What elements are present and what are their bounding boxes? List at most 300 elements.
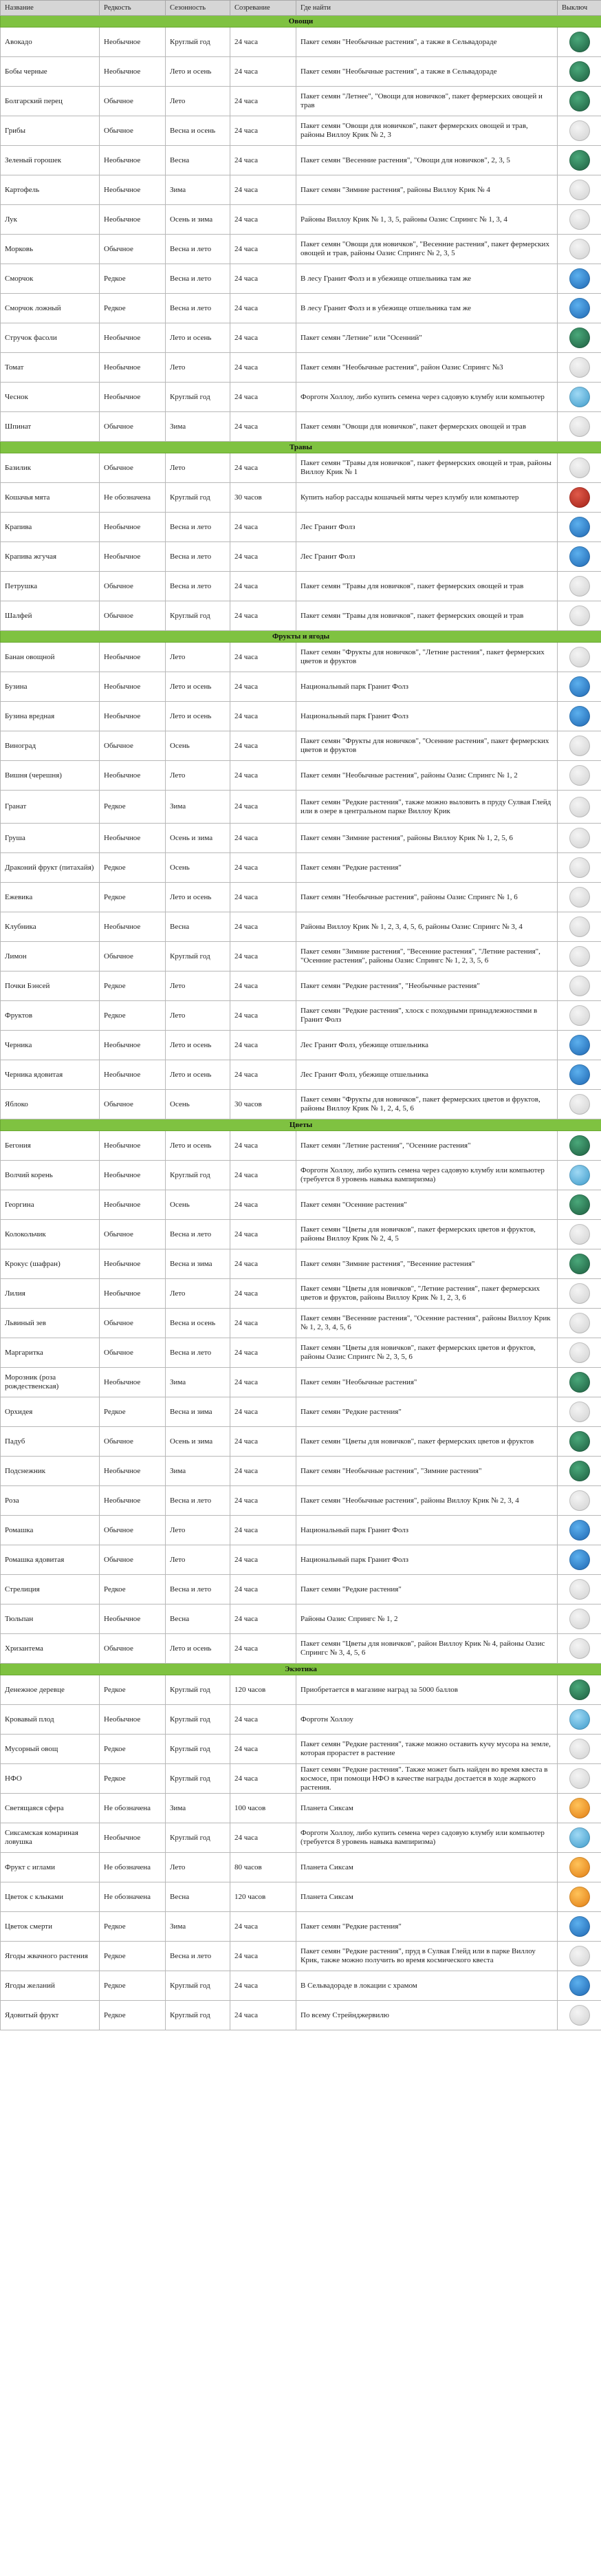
cell-rarity: Редкое: [100, 853, 166, 883]
pack-plain-icon: [569, 797, 590, 817]
table-row: [1, 453, 601, 483]
cell-rarity: Обычное: [100, 1220, 166, 1249]
cell-rarity: Необычное: [100, 1604, 166, 1634]
cell-pack: [558, 702, 601, 731]
section-header: [1, 1664, 601, 1675]
pack-blue-icon: [569, 706, 590, 727]
cell-season: Круглый год: [166, 1675, 230, 1705]
cell-pack: [558, 672, 601, 702]
cell-pack: [558, 294, 601, 323]
cell-season: Круглый год: [166, 601, 230, 631]
table-row: [1, 824, 601, 853]
cell-name: Маргаритка: [1, 1338, 100, 1368]
cell-season: Осень: [166, 731, 230, 761]
cell-location: Пакет семян "Необычные растения", районы Оазис Спрингс № 1, 2: [296, 761, 558, 791]
cell-growth: 24 часа: [230, 1823, 296, 1853]
pack-plain-icon: [569, 1094, 590, 1115]
cell-growth: 24 часа: [230, 146, 296, 175]
cell-pack: [558, 1545, 601, 1575]
cell-growth: 24 часа: [230, 883, 296, 912]
cell-location: Пакет семян "Летнее", "Овощи для новичков", пакет фермерских овощей и трав: [296, 87, 558, 116]
cell-name: Крапива жгучая: [1, 542, 100, 572]
pack-blue-icon: [569, 268, 590, 289]
cell-season: Зима: [166, 1368, 230, 1397]
cell-season: Зима: [166, 175, 230, 205]
table-row: [1, 1794, 601, 1823]
cell-pack: [558, 1942, 601, 1971]
pack-green-icon: [569, 61, 590, 82]
cell-rarity: Необычное: [100, 1486, 166, 1516]
cell-name: Кровавый плод: [1, 1705, 100, 1735]
pack-blue-icon: [569, 676, 590, 697]
table-row: [1, 1368, 601, 1397]
cell-rarity: Необычное: [100, 1823, 166, 1853]
cell-location: Пакет семян "Фрукты для новичков", пакет фермерских цветов и фруктов, районы Виллоу Крик № 1, 2, 4, 5, 6: [296, 1090, 558, 1119]
cell-name: Черника: [1, 1031, 100, 1060]
cell-season: Лето и осень: [166, 672, 230, 702]
cell-name: Авокадо: [1, 28, 100, 57]
cell-name: Картофель: [1, 175, 100, 205]
cell-name: Падуб: [1, 1427, 100, 1457]
cell-name: Бузина: [1, 672, 100, 702]
cell-location: Пакет семян "Необычные растения", район Оазис Спрингс №3: [296, 353, 558, 383]
cell-pack: [558, 57, 601, 87]
table-row: [1, 235, 601, 264]
cell-pack: [558, 1735, 601, 1764]
cell-growth: 24 часа: [230, 1912, 296, 1942]
cell-name: Грибы: [1, 116, 100, 146]
cell-location: Форготн Холлоу: [296, 1705, 558, 1735]
cell-growth: 24 часа: [230, 572, 296, 601]
cell-season: Лето: [166, 1545, 230, 1575]
cell-season: Лето: [166, 353, 230, 383]
cell-season: Зима: [166, 1794, 230, 1823]
cell-pack: [558, 1794, 601, 1823]
cell-growth: 24 часа: [230, 1486, 296, 1516]
table-row: [1, 1545, 601, 1575]
cell-rarity: Обычное: [100, 1338, 166, 1368]
cell-pack: [558, 942, 601, 972]
cell-name: Чеснок: [1, 383, 100, 412]
cell-pack: [558, 1090, 601, 1119]
cell-rarity: Необычное: [100, 542, 166, 572]
pack-plain-icon: [569, 416, 590, 437]
pack-plain-icon: [569, 887, 590, 908]
pack-orange-icon: [569, 1887, 590, 1907]
cell-growth: 24 часа: [230, 912, 296, 942]
table-row: [1, 1220, 601, 1249]
table-row: [1, 1823, 601, 1853]
cell-location: Пакет семян "Овощи для новичков", пакет фермерских овощей и трав, районы Виллоу Крик № 2, 3: [296, 116, 558, 146]
table-row: [1, 1971, 601, 2001]
cell-location: Пакет семян "Редкие растения". Также может быть найден во время квеста в космосе, при помощи НФО в качестве награды достается в ходе жаркого растения.: [296, 1764, 558, 1794]
table-row: [1, 1090, 601, 1119]
pack-blue-icon: [569, 546, 590, 567]
cell-pack: [558, 383, 601, 412]
cell-pack: [558, 1397, 601, 1427]
cell-growth: 24 часа: [230, 205, 296, 235]
cell-season: Лето: [166, 1001, 230, 1031]
cell-pack: [558, 1338, 601, 1368]
cell-name: Крокус (шафран): [1, 1249, 100, 1279]
cell-season: Весна и лето: [166, 264, 230, 294]
cell-growth: 30 часов: [230, 1090, 296, 1119]
pack-plain-icon: [569, 1313, 590, 1333]
pack-green-icon: [569, 328, 590, 348]
header-location: Где найти: [296, 1, 558, 16]
cell-season: Лето и осень: [166, 702, 230, 731]
cell-growth: 24 часа: [230, 731, 296, 761]
cell-rarity: Обычное: [100, 116, 166, 146]
cell-rarity: Обычное: [100, 87, 166, 116]
cell-location: Лес Гранит Фолз, убежище отшельника: [296, 1031, 558, 1060]
header-growth: Созревание: [230, 1, 296, 16]
cell-rarity: Обычное: [100, 942, 166, 972]
pack-plain-icon: [569, 458, 590, 478]
cell-pack: [558, 1705, 601, 1735]
cell-rarity: Редкое: [100, 2001, 166, 2030]
table-row: [1, 912, 601, 942]
cell-location: В лесу Гранит Фолз и в убежище отшельника там же: [296, 264, 558, 294]
cell-name: Ягоды жвачного растения: [1, 1942, 100, 1971]
pack-plain-icon: [569, 1402, 590, 1422]
cell-rarity: Необычное: [100, 1457, 166, 1486]
cell-location: В лесу Гранит Фолз и в убежище отшельника там же: [296, 294, 558, 323]
pack-green-icon: [569, 1194, 590, 1215]
section-title: Травы: [1, 442, 601, 453]
cell-location: Приобретается в магазине наград за 5000 баллов: [296, 1675, 558, 1705]
cell-rarity: Необычное: [100, 205, 166, 235]
cell-name: Лук: [1, 205, 100, 235]
cell-season: Лето и осень: [166, 1634, 230, 1664]
cell-rarity: Необычное: [100, 28, 166, 57]
section-header: [1, 442, 601, 453]
cell-season: Круглый год: [166, 1971, 230, 2001]
pack-green-icon: [569, 1135, 590, 1156]
table-row: [1, 264, 601, 294]
cell-growth: 24 часа: [230, 87, 296, 116]
cell-season: Весна и осень: [166, 1309, 230, 1338]
cell-name: Шпинат: [1, 412, 100, 442]
cell-name: Светящаяся сфера: [1, 1794, 100, 1823]
pack-plain-icon: [569, 946, 590, 967]
cell-rarity: Необычное: [100, 702, 166, 731]
cell-growth: 24 часа: [230, 28, 296, 57]
cell-location: Пакет семян "Необычные растения", "Зимние растения": [296, 1457, 558, 1486]
cell-rarity: Необычное: [100, 383, 166, 412]
cell-rarity: Обычное: [100, 235, 166, 264]
cell-rarity: Обычное: [100, 1545, 166, 1575]
cell-growth: 100 часов: [230, 1794, 296, 1823]
cell-rarity: Необычное: [100, 1279, 166, 1309]
table-row: [1, 1486, 601, 1516]
cell-rarity: Обычное: [100, 1634, 166, 1664]
cell-location: Форготн Холлоу, либо купить семена через садовую клумбу или компьютер (требуется 8 уровень навыка вампиризма): [296, 1823, 558, 1853]
cell-pack: [558, 146, 601, 175]
cell-growth: 24 часа: [230, 1279, 296, 1309]
cell-rarity: Редкое: [100, 1735, 166, 1764]
cell-pack: [558, 1764, 601, 1794]
cell-rarity: Обычное: [100, 601, 166, 631]
cell-name: Зеленый горошек: [1, 146, 100, 175]
cell-season: Весна и зима: [166, 1249, 230, 1279]
cell-name: Кошачья мята: [1, 483, 100, 513]
pack-plain-icon: [569, 1609, 590, 1629]
cell-growth: 24 часа: [230, 643, 296, 672]
cell-pack: [558, 1279, 601, 1309]
cell-name: Яблоко: [1, 1090, 100, 1119]
cell-season: Осень и зима: [166, 824, 230, 853]
cell-season: Лето: [166, 1516, 230, 1545]
cell-location: Планета Сиксам: [296, 1794, 558, 1823]
cell-rarity: Редкое: [100, 294, 166, 323]
cell-rarity: Редкое: [100, 883, 166, 912]
cell-season: Осень: [166, 1190, 230, 1220]
cell-pack: [558, 1161, 601, 1190]
cell-rarity: Не обозначена: [100, 1853, 166, 1882]
table-row: [1, 972, 601, 1001]
cell-name: Черника ядовитая: [1, 1060, 100, 1090]
cell-pack: [558, 1031, 601, 1060]
cell-location: Пакет семян "Осенние растения": [296, 1190, 558, 1220]
table-row: [1, 601, 601, 631]
cell-pack: [558, 643, 601, 672]
cell-growth: 24 часа: [230, 542, 296, 572]
cell-location: Лес Гранит Фолз: [296, 513, 558, 542]
pack-blue-icon: [569, 1035, 590, 1055]
pack-teal-icon: [569, 1709, 590, 1730]
cell-pack: [558, 323, 601, 353]
cell-season: Весна: [166, 912, 230, 942]
cell-rarity: Обычное: [100, 1516, 166, 1545]
table-row: [1, 853, 601, 883]
cell-pack: [558, 353, 601, 383]
cell-growth: 24 часа: [230, 383, 296, 412]
cell-location: Пакет семян "Овощи для новичков", пакет фермерских овощей и трав: [296, 412, 558, 442]
cell-rarity: Необычное: [100, 1190, 166, 1220]
cell-name: Бобы черные: [1, 57, 100, 87]
cell-growth: 24 часа: [230, 1764, 296, 1794]
table-row: [1, 1309, 601, 1338]
cell-pack: [558, 28, 601, 57]
header-season: Сезонность: [166, 1, 230, 16]
cell-name: Стручок фасоли: [1, 323, 100, 353]
cell-rarity: Необычное: [100, 1368, 166, 1397]
table-row: [1, 513, 601, 542]
cell-location: Пакет семян "Редкие растения", пруд в Сулвая Глейд или в парке Виллоу Крик, также можно получить во время космического квеста: [296, 1942, 558, 1971]
table-row: [1, 1634, 601, 1664]
cell-growth: 24 часа: [230, 1309, 296, 1338]
cell-location: Районы Оазис Спрингс № 1, 2: [296, 1604, 558, 1634]
cell-location: Районы Виллоу Крик № 1, 2, 3, 4, 5, 6, районы Оазис Спрингс № 3, 4: [296, 912, 558, 942]
cell-rarity: Обычное: [100, 1309, 166, 1338]
cell-season: Круглый год: [166, 1705, 230, 1735]
cell-pack: [558, 1220, 601, 1249]
pack-plain-icon: [569, 2005, 590, 2026]
pack-plain-icon: [569, 828, 590, 848]
table-row: [1, 116, 601, 146]
cell-growth: 24 часа: [230, 702, 296, 731]
cell-season: Весна: [166, 1882, 230, 1912]
cell-name: Сморчок: [1, 264, 100, 294]
cell-location: Планета Сиксам: [296, 1853, 558, 1882]
pack-green-icon: [569, 1679, 590, 1700]
cell-pack: [558, 1457, 601, 1486]
cell-name: Фруктов: [1, 1001, 100, 1031]
cell-location: Пакет семян "Редкие растения", также можно оставить кучу мусора на земле, которая прорастет в растение: [296, 1735, 558, 1764]
cell-name: Фрукт с иглами: [1, 1853, 100, 1882]
table-row: [1, 1516, 601, 1545]
pack-plain-icon: [569, 765, 590, 786]
pack-plain-icon: [569, 1638, 590, 1659]
cell-name: Томат: [1, 353, 100, 383]
cell-growth: 24 часа: [230, 1001, 296, 1031]
cell-growth: 24 часа: [230, 1031, 296, 1060]
cell-pack: [558, 513, 601, 542]
cell-rarity: Необычное: [100, 672, 166, 702]
cell-pack: [558, 235, 601, 264]
header-rarity: Редкость: [100, 1, 166, 16]
cell-name: Волчий корень: [1, 1161, 100, 1190]
cell-season: Лето и осень: [166, 1131, 230, 1161]
pack-plain-icon: [569, 857, 590, 878]
pack-blue-icon: [569, 1064, 590, 1085]
section-title: Овощи: [1, 16, 601, 28]
table-row: [1, 1735, 601, 1764]
cell-pack: [558, 1853, 601, 1882]
cell-growth: 24 часа: [230, 1249, 296, 1279]
table-row: [1, 483, 601, 513]
cell-location: Пакет семян "Редкие растения": [296, 853, 558, 883]
pack-plain-icon: [569, 916, 590, 937]
cell-name: Шалфей: [1, 601, 100, 631]
table-row: [1, 883, 601, 912]
cell-pack: [558, 412, 601, 442]
cell-name: Лимон: [1, 942, 100, 972]
cell-growth: 24 часа: [230, 972, 296, 1001]
cell-season: Весна и лето: [166, 235, 230, 264]
cell-growth: 24 часа: [230, 1575, 296, 1604]
cell-season: Лето: [166, 761, 230, 791]
cell-growth: 24 часа: [230, 1161, 296, 1190]
cell-growth: 24 часа: [230, 601, 296, 631]
cell-rarity: Необычное: [100, 1060, 166, 1090]
cell-rarity: Необычное: [100, 323, 166, 353]
cell-name: Драконий фрукт (питахайя): [1, 853, 100, 883]
cell-rarity: Необычное: [100, 1705, 166, 1735]
pack-plain-icon: [569, 1739, 590, 1759]
cell-rarity: Редкое: [100, 1942, 166, 1971]
cell-name: Морковь: [1, 235, 100, 264]
cell-growth: 24 часа: [230, 323, 296, 353]
cell-pack: [558, 791, 601, 824]
cell-growth: 24 часа: [230, 1604, 296, 1634]
cell-season: Лето: [166, 1279, 230, 1309]
pack-orange-icon: [569, 1798, 590, 1818]
cell-rarity: Необычное: [100, 146, 166, 175]
cell-name: Крапива: [1, 513, 100, 542]
pack-plain-icon: [569, 1946, 590, 1966]
pack-red-icon: [569, 487, 590, 508]
cell-season: Осень: [166, 853, 230, 883]
cell-growth: 24 часа: [230, 824, 296, 853]
cell-season: Лето и осень: [166, 883, 230, 912]
table-row: [1, 572, 601, 601]
pack-plain-icon: [569, 1768, 590, 1789]
cell-growth: 24 часа: [230, 57, 296, 87]
cell-rarity: Необычное: [100, 643, 166, 672]
cell-season: Весна и лето: [166, 294, 230, 323]
cell-name: Банан овощной: [1, 643, 100, 672]
cell-location: Купить набор рассады кошачьей мяты через клумбу или компьютер: [296, 483, 558, 513]
table-row: [1, 28, 601, 57]
table-row: [1, 1942, 601, 1971]
cell-rarity: Не обозначена: [100, 483, 166, 513]
table-row: [1, 353, 601, 383]
cell-location: Лес Гранит Фолз, убежище отшельника: [296, 1060, 558, 1090]
cell-pack: [558, 1427, 601, 1457]
cell-rarity: Обычное: [100, 572, 166, 601]
table-row: [1, 2001, 601, 2030]
pack-plain-icon: [569, 239, 590, 259]
cell-rarity: Необычное: [100, 513, 166, 542]
table-row: [1, 643, 601, 672]
cell-location: Пакет семян "Зимние растения", районы Виллоу Крик № 1, 2, 5, 6: [296, 824, 558, 853]
pack-plain-icon: [569, 1490, 590, 1511]
cell-name: Денежное деревце: [1, 1675, 100, 1705]
header-name: Название: [1, 1, 100, 16]
pack-blue-icon: [569, 517, 590, 537]
table-row: [1, 542, 601, 572]
cell-location: Форготн Холлоу, либо купить семена через садовую клумбу или компьютер (требуется 8 уровень навыка вампиризма): [296, 1161, 558, 1190]
pack-plain-icon: [569, 1005, 590, 1026]
cell-pack: [558, 264, 601, 294]
cell-pack: [558, 1368, 601, 1397]
table-row: [1, 1853, 601, 1882]
cell-season: Весна и лето: [166, 1575, 230, 1604]
cell-location: Пакет семян "Редкие растения", также можно выловить в пруду Сулвая Глейд или в озере в центральном парке Виллоу Крик: [296, 791, 558, 824]
cell-growth: 24 часа: [230, 1397, 296, 1427]
pack-plain-icon: [569, 357, 590, 378]
cell-season: Весна и лето: [166, 1338, 230, 1368]
pack-plain-icon: [569, 180, 590, 200]
cell-location: Планета Сиксам: [296, 1882, 558, 1912]
cell-location: Пакет семян "Овощи для новичков", "Весенние растения", пакет фермерских овощей и трав, районы Оазис Спрингс № 2, 3, 5: [296, 235, 558, 264]
cell-growth: 24 часа: [230, 264, 296, 294]
cell-location: В Сельвадораде в локации с храмом: [296, 1971, 558, 2001]
table-row: [1, 205, 601, 235]
cell-season: Лето: [166, 972, 230, 1001]
cell-location: Пакет семян "Травы для новичков", пакет фермерских овощей и трав, районы Виллоу Крик № 1: [296, 453, 558, 483]
cell-season: Круглый год: [166, 942, 230, 972]
cell-rarity: Необычное: [100, 912, 166, 942]
cell-location: Пакет семян "Зимние растения", "Весенние растения", "Летние растения", "Осенние растения", районы Оазис Спрингс № 1, 2, 3, 5, 6: [296, 942, 558, 972]
section-header: [1, 1119, 601, 1131]
cell-name: Сморчок ложный: [1, 294, 100, 323]
table-row: [1, 1604, 601, 1634]
cell-season: Лето: [166, 87, 230, 116]
cell-growth: 24 часа: [230, 1457, 296, 1486]
cell-location: Районы Виллоу Крик № 1, 3, 5, районы Оазис Спрингс № 1, 3, 4: [296, 205, 558, 235]
plants-table-body: [1, 16, 601, 2030]
cell-season: Круглый год: [166, 1735, 230, 1764]
section-title: Фрукты и ягоды: [1, 631, 601, 643]
cell-season: Зима: [166, 791, 230, 824]
cell-pack: [558, 1001, 601, 1031]
cell-season: Весна и лето: [166, 1942, 230, 1971]
cell-location: Пакет семян "Травы для новичков", пакет фермерских овощей и трав: [296, 601, 558, 631]
cell-name: Львиный зев: [1, 1309, 100, 1338]
